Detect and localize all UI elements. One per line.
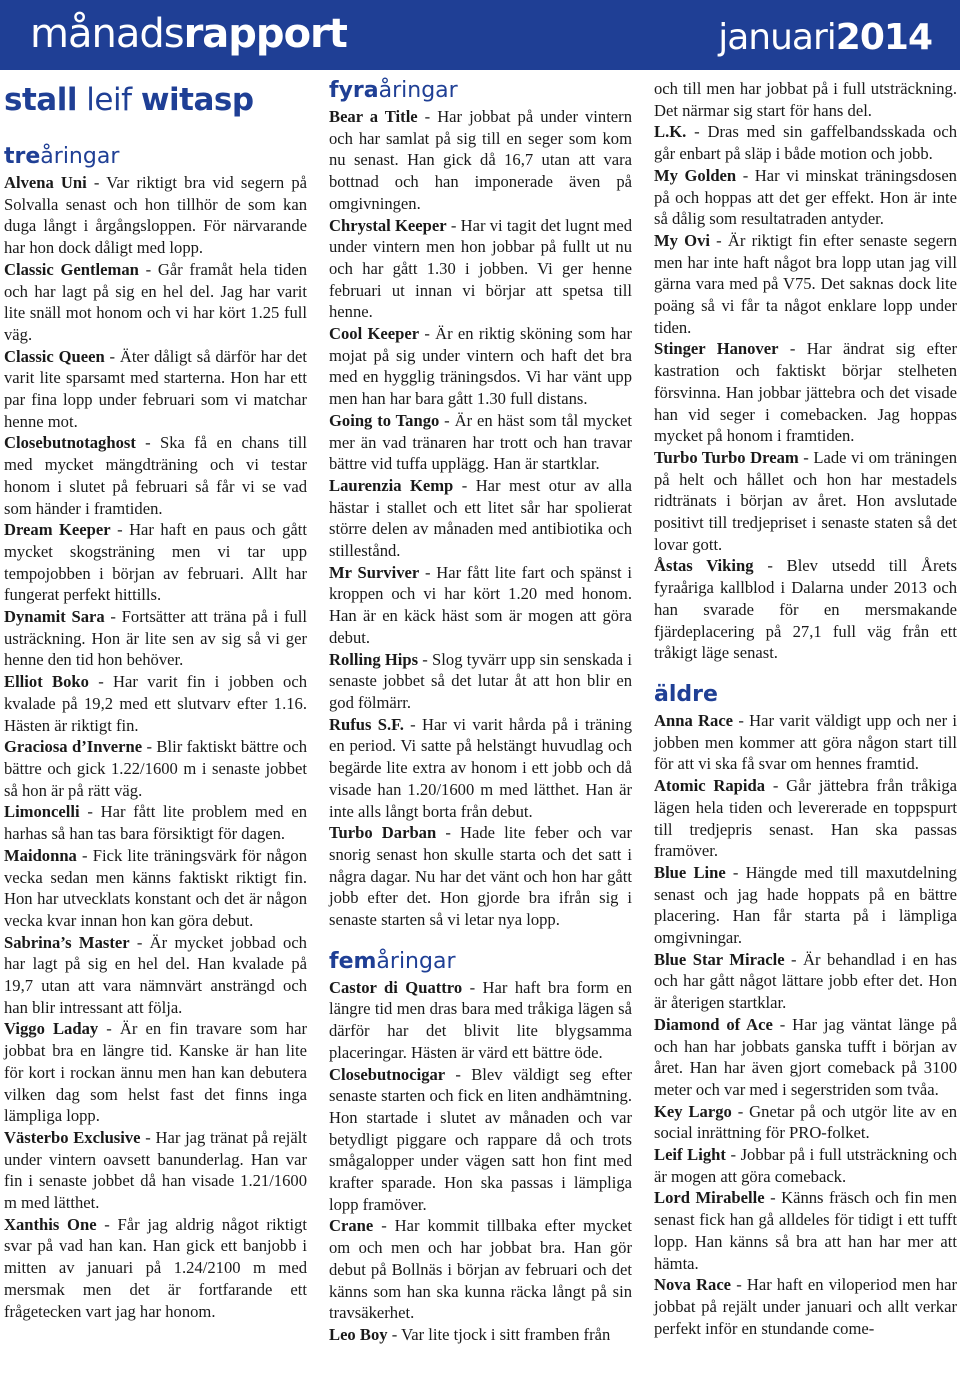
horse-comment: - Är riktigt fin efter senaste segern men har inte haft något bra lopp utan jag vill gärna vara med på V75. Det saknas dock lite poäng så vi får ta något enklare lopp under tiden.: [654, 230, 958, 337]
horse-entry: [329, 977, 632, 1064]
horse-entry: [654, 862, 957, 949]
horse-name: Limoncelli: [4, 802, 80, 822]
horse-comment: - Hängde med till maxutdelning senast och jag hade hoppats på en bättre placering. Han får starta på i lämpliga omgivningar.: [654, 862, 957, 948]
horse-entry: [654, 1187, 957, 1274]
horse-name: Closebutnocigar: [329, 1064, 446, 1084]
horse-entry: [329, 562, 632, 649]
horse-entry: [4, 801, 307, 844]
horse-entry: [654, 1014, 957, 1101]
horse-entry: [654, 1101, 957, 1144]
horse-comment: - Var lite tjock i sitt framben från: [387, 1324, 611, 1344]
section-heading-bold: fyra: [329, 78, 379, 103]
horse-name: Atomic Rapida: [654, 776, 766, 796]
horse-name: Leo Boy: [329, 1324, 388, 1344]
horse-name: Rolling Hips: [329, 649, 419, 669]
horse-comment: - Blev väldigt seg efter senaste starten och fick en liten andhämtning. Hon startade i slutet av månaden och var betydligt piggare och rappare då och trots smågalopper under vägen satt hon fint med krafter sparade. Hon ska passas i lämpliga lopp framöver.: [329, 1064, 632, 1214]
horse-name: Chrystal Keeper: [329, 215, 447, 235]
horse-comment: - Äter dåligt så därför har det varit lite sparsamt med starterna. Hon har ett par fina lopp under februari som vi matchar henne mot.: [4, 346, 307, 431]
horse-comment: - Har vi tagit det lugnt med under vintern men hon jobbar på fullt ut nu och har gått 1.30 i jobben. Vi ger henne februari ut innan vi börjar att spetsa till henne.: [329, 215, 633, 322]
section-heading-tre: [4, 144, 307, 170]
horse-name: Crane: [329, 1216, 374, 1236]
horse-entry: [329, 649, 632, 714]
horse-name: Turbo Turbo Dream: [654, 447, 799, 467]
horse-name: Xanthis One: [4, 1214, 97, 1234]
horse-name: Laurenzia Kemp: [329, 475, 454, 495]
horse-entry: [4, 346, 307, 433]
section-heading-rest: åringar: [376, 948, 456, 974]
horse-entry: [654, 165, 957, 230]
horse-entry: [4, 1214, 307, 1323]
horse-name: Elliot Boko: [4, 672, 89, 692]
horse-list-fyra: [329, 106, 632, 931]
horse-name: Graciosa d’Inverne: [4, 737, 143, 757]
horse-entry: [329, 410, 632, 475]
horse-name: Key Largo: [654, 1101, 732, 1121]
horse-name: Lord Mirabelle: [654, 1188, 765, 1208]
horse-name: Leif Light: [654, 1145, 726, 1165]
horse-name: Classic Gentleman: [4, 259, 139, 279]
section-heading-rest: åringar: [40, 144, 120, 169]
horse-comment: - Är en riktig sköning som har mojat på sig under vintern och haft det bra med en hygglig träningsdos. Vi har vänt upp men han har bara gått 1.30 full distans.: [329, 324, 632, 409]
horse-comment: - Har varit väldigt upp och ner i jobben men kommer att göra någon start till för att vi ska få svar om hennes framtid.: [654, 710, 958, 774]
horse-name: Classic Queen: [4, 346, 105, 366]
horse-name: Stinger Hanover: [654, 339, 779, 359]
horse-comment: - Är behandlad i en has och har gått något lättare jobb efter det. Hon är återigen startklar.: [654, 949, 957, 1013]
horse-entry: [329, 475, 632, 562]
horse-name: My Golden: [654, 165, 737, 185]
horse-comment: - Har haft en paus och gått mycket skogsträning men vi tar upp tempojobben i början av februari. Allt har fungerat perfekt hittills.: [4, 520, 307, 605]
horse-entry: [329, 1215, 632, 1324]
horse-list-fyra-cont: [654, 78, 957, 664]
horse-comment: - Går jättebra från tråkiga lägen hela tiden och levererade en toppspurt till tredjepris senast. Han ska passas framöver.: [654, 776, 957, 861]
horse-entry: [4, 736, 307, 801]
section-heading-fyra: [329, 78, 632, 104]
column-1: [4, 78, 307, 1322]
horse-entry: [654, 555, 957, 664]
horse-name: Nova Race: [654, 1275, 732, 1295]
horse-entry: [4, 519, 307, 606]
horse-entry: [329, 106, 632, 215]
stable-title-part-2: leif: [76, 82, 141, 118]
horse-comment: - Blir faktiskt bättre och bättre och gick 1.22/1600 m i senaste jobbet så hon är på rätt väg.: [4, 737, 307, 800]
stable-title-part-1: stall: [4, 82, 77, 118]
horse-comment: - Har haft en viloperiod men har jobbat på rejält under januari och allt verkar perfekt inför en stundande come-: [654, 1275, 957, 1338]
horse-comment: - Dras med sin gaffelbandsskada och går enbart på släp i både motion och jobb.: [654, 122, 957, 164]
section-spacer: [654, 664, 957, 682]
horse-entry: [654, 1274, 957, 1339]
horse-comment: - Fortsätter att träna på i full usträckning. Hon är lite sen av sig så vi ger henne den tid hon behöver.: [4, 607, 307, 670]
horse-list-fem: [329, 977, 632, 1346]
horse-name: Västerbo Exclusive: [4, 1127, 141, 1147]
column-3: [654, 78, 957, 1339]
section-heading-rest: åringar: [378, 78, 458, 103]
horse-entry: [329, 1064, 632, 1216]
horse-comment: - Har ändrat sig efter kastration och faktiskt börjar stelheten försvinna. Han jobbar jättebra och det visade han vid seger i comebacken. Jag hoppas mycket på honom i framtiden.: [654, 339, 957, 446]
horse-comment: - Fick lite träningsvärk för någon vecka sedan men känns faktiskt riktigt fin. Hon har utvecklats konstant och det är någon vecka kvar innan hon kan göra debut.: [4, 845, 307, 930]
horse-name: My Ovi: [654, 230, 710, 250]
horse-comment: - Hade lite feber och var snorig senast hon skulle starta och det satt i några dagar. Nu har det vänt och hon har gått jobb efter det. Hon gjorde bra ifrån sig i senaste starten så vi letar nya lopp.: [329, 823, 632, 930]
report-date: [718, 12, 932, 64]
horse-name: Sabrina’s Master: [4, 932, 130, 952]
horse-name: Diamond of Ace: [654, 1014, 773, 1034]
horse-comment: - Har jag tränat på rejält under vintern oavsett banunderlag. Han var fin i senaste jobbet då han visade 1.21/1600 m med lätthet.: [4, 1127, 307, 1213]
horse-comment: - Har kommit tillbaka efter mycket om och men och har jobbat bra. Han gör debut på Bollnäs i början av februari och det känns som han ska kunna räcka långt på sin travsäkerhet.: [329, 1216, 632, 1323]
horse-entry: [654, 121, 957, 164]
date-year: 2014: [835, 17, 932, 58]
horse-entry: [654, 447, 957, 556]
horse-name: Viggo Laday: [4, 1019, 99, 1039]
stable-title: [4, 82, 307, 118]
horse-comment: - Slog tyvärr upp sin senskada i senaste jobbet så det lutar åt att hon blir en god fölmärr.: [329, 649, 632, 712]
horse-entry: [4, 1018, 307, 1127]
horse-entry: [4, 845, 307, 932]
horse-comment: - Är mycket jobbad och har lagt på sig en hel del. Han kvalade på 19,7 utan att vara nämnvärt ansträngd och han blir intressant att följa.: [4, 932, 307, 1017]
horse-comment: - Känns fräsch och fin men senast fick han gå alldeles för tidigt i ett tufft lopp. Han känns så bra att han har mer att hämta.: [654, 1188, 957, 1273]
horse-comment: - Går framåt hela tiden och har lagt på sig en hel del. Jag har varit lite snäll mot honom och vi har kört 1.25 full väg.: [4, 259, 307, 344]
horse-comment: - Gnetar på och utgör lite av en social inrättning för PRO-folket.: [654, 1101, 957, 1143]
horse-comment: - Har mest otur av alla hästar i stallet och ett litet sår har spolierat större delen av månaden med antibiotika och stillestånd.: [329, 475, 632, 561]
horse-comment: - Är en fin travare som har jobbat bra en längre tid. Kanske är han lite för kort i rockan ännu men han kan debutera vilken dag som helst fast det finns inga lämpliga lopp.: [4, 1019, 307, 1126]
header-banner: [0, 0, 960, 70]
horse-name: Anna Race: [654, 710, 734, 730]
section-spacer: [329, 931, 632, 949]
title-light: månads: [30, 11, 184, 57]
horse-entry: [654, 338, 957, 447]
horse-comment: - Har vi minskat träningsdosen på och hoppas att det ger effekt. Hon är inte så dålig som resultatraden antyder.: [654, 165, 957, 229]
column-2: [329, 78, 632, 1346]
horse-entry: [654, 78, 957, 121]
horse-entry: [654, 775, 957, 862]
horse-name: Åstas Viking: [654, 556, 754, 576]
stable-title-part-3: witasp: [140, 82, 254, 118]
horse-comment: - Blev utsedd till Årets fyraåriga kallblod i Dalarna under 2013 och han svarade för en mersmakande fjärdeplacering på 27,1 full väg från ett tråkigt läge senast.: [654, 556, 957, 663]
horse-name: Turbo Darban: [329, 823, 437, 843]
section-heading-bold: tre: [4, 144, 41, 169]
horse-name: Dynamit Sara: [4, 607, 105, 627]
section-heading-fem: [329, 949, 632, 975]
horse-entry: [4, 606, 307, 671]
horse-comment: - Har haft bra form en längre tid men dras bara med tråkiga lägen så därför har det blivit lite blygsamma placeringar. Hästen är värd ett bättre öde.: [329, 977, 632, 1062]
horse-comment: - Är en häst som tål mycket mer än vad tränaren har trott och han travar bättre vid tuffa upplägg. Han är startklar.: [329, 410, 632, 474]
horse-name: Blue Line: [654, 862, 726, 882]
title-bold: rapport: [183, 11, 347, 57]
horse-entry: [4, 1127, 307, 1214]
horse-name: Maidonna: [4, 845, 77, 865]
horse-name: Rufus S.F.: [329, 714, 404, 734]
horse-name: Mr Surviver: [329, 562, 420, 582]
horse-entry: [329, 1324, 632, 1346]
section-heading-bold: fem: [329, 948, 377, 974]
horse-comment: - Ska få en chans till med mycket mängdträning och vi testar honom i slutet på februari så får vi se vad som händer i framtiden.: [4, 433, 307, 518]
horse-comment: - Får jag aldrig något riktigt svar på vad han kan. Han gick ett banjobb i mitten av januari på 1.24/2100 m med mersmak men det är fortfarande ett frågetecken vart jag har honom.: [4, 1214, 307, 1321]
horse-comment: - Har varit fin i jobben och kvalade på 19,2 med ett slutvarv efter 1.16. Hästen är riktigt fin.: [4, 672, 308, 735]
horse-name: Alvena Uni: [4, 173, 87, 192]
horse-entry: [329, 714, 632, 823]
horse-comment: - Har jag väntat länge på och han har jobbats ganska tufft i början av året. Han har även gjort comeback på 3100 meter och var med i segerstriden som tvåa.: [654, 1014, 957, 1099]
horse-entry: [4, 172, 307, 259]
horse-entry: [4, 671, 307, 736]
horse-entry: [654, 230, 957, 339]
horse-comment: - Var riktigt bra vid segern på Solvalla senast och hon tillhör de som kan duga långt i årgångsloppen. För närvarande har hon dock dåligt med lopp.: [4, 173, 307, 258]
horse-comment: - Har fått lite problem med en harhas så han tas bara försiktigt för dagen.: [4, 802, 307, 844]
horse-entry: [329, 822, 632, 931]
horse-list-tre: [4, 172, 307, 1322]
horse-comment: och till men har jobbat på i full utsträckning. Det närmar sig start för hans del.: [654, 79, 957, 120]
horse-name: Cool Keeper: [329, 324, 420, 344]
horse-list-aldre: [654, 710, 957, 1339]
horse-name: Castor di Quattro: [329, 977, 463, 997]
section-heading-aldre: [654, 682, 957, 708]
horse-comment: - Har vi varit hårda på i träning en period. Vi satte på helstängt huvudlag och begärde lite extra av honom i ett jobb och då visade han 1.20/1600 m med lätthet. Han är inte alls långt borta från debut.: [329, 714, 632, 821]
horse-comment: - Lade vi om träningen på helt och hållet och hon har mestadels ridtränats i början av året. Hon avslutade positivt till tredjepriset i senaste staten så det lovar gott.: [654, 447, 957, 554]
horse-name: Closebutnotaghost: [4, 433, 136, 453]
horse-entry: [4, 259, 307, 346]
horse-entry: [329, 215, 632, 324]
horse-name: Bear a Title: [329, 107, 418, 126]
horse-entry: [654, 949, 957, 1014]
horse-entry: [4, 432, 307, 519]
date-month: januari: [718, 17, 836, 58]
report-title: [30, 8, 347, 60]
horse-name: L.K.: [654, 122, 687, 142]
horse-name: Blue Star Miracle: [654, 949, 785, 969]
section-heading-bold: äldre: [654, 681, 718, 707]
horse-entry: [654, 710, 957, 775]
horse-name: Dream Keeper: [4, 520, 111, 540]
horse-comment: - Har fått lite fart och spänst i kroppen och vi har kört 1.20 med honom. Han är en käck häst som är mogen att göra debut.: [329, 562, 632, 647]
horse-name: Going to Tango: [329, 410, 440, 430]
horse-entry: [329, 323, 632, 410]
horse-entry: [4, 932, 307, 1019]
horse-comment: - Har jobbat på under vintern och har samlat på sig till en seger som kom nu senast. Han gick då 16,7 utan att vara bottnad och han imponerade även på omgivningen.: [329, 107, 632, 213]
horse-entry: [654, 1144, 957, 1187]
horse-comment: - Jobbar på i full utsträckning och är mogen att göra comeback.: [654, 1145, 958, 1186]
